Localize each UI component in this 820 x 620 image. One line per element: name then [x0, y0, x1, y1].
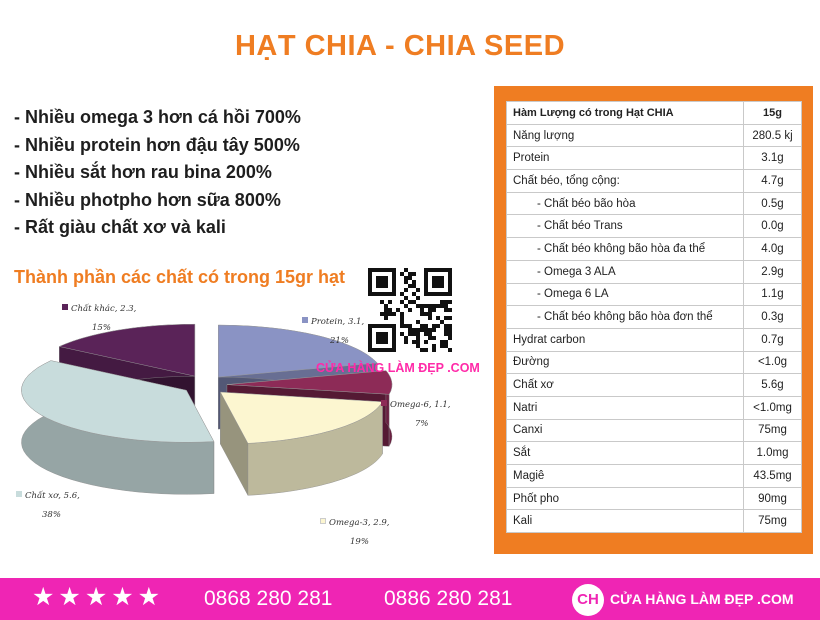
pie-label-fiber-text: Chất xơ, 5.6,: [25, 491, 80, 501]
table-cell-value: 1.1g: [744, 283, 802, 306]
store-logo: CH: [572, 584, 604, 616]
table-cell-name: Hydrat carbon: [507, 328, 744, 351]
pie-label-fiber: [16, 487, 80, 525]
benefit-list: [14, 104, 301, 242]
table-row: [507, 147, 802, 170]
table-cell-name: Natri: [507, 396, 744, 419]
chart-title: Thành phần các chất có trong 15gr hạt: [14, 267, 346, 287]
table-cell-value: <1.0mg: [744, 396, 802, 419]
table-cell-value: 1.0mg: [744, 442, 802, 465]
pie-label-omega3-pct: 19%: [350, 537, 369, 547]
table-cell-name: Protein: [507, 147, 744, 170]
legend-swatch-fiber: [16, 491, 22, 497]
phone-number-2[interactable]: 0886 280 281: [384, 587, 513, 610]
table-cell-name: - Chất béo bão hòa: [507, 192, 744, 215]
table-cell-name: - Omega 6 LA: [507, 283, 744, 306]
table-cell-value: 75mg: [744, 510, 802, 533]
watermark-text: CỬA HÀNG LÀM ĐẸP .COM: [316, 361, 480, 375]
table-cell-name: - Chất béo không bão hòa đơn thể: [507, 306, 744, 329]
table-cell-name: Kali: [507, 510, 744, 533]
benefit-item: - Nhiều protein hơn đậu tây 500%: [14, 134, 300, 155]
pie-label-omega6: [381, 396, 450, 434]
store-name[interactable]: CỬA HÀNG LÀM ĐẸP .COM: [610, 591, 794, 607]
phone-number-1[interactable]: 0868 280 281: [204, 587, 333, 610]
table-cell-name: Chất béo, tổng cộng:: [507, 170, 744, 193]
table-header-value: 15g: [744, 102, 802, 125]
table-cell-value: 0.3g: [744, 306, 802, 329]
table-cell-name: Chất xơ: [507, 374, 744, 397]
table-row: [507, 238, 802, 261]
pie-label-protein: [302, 313, 364, 351]
legend-swatch-omega3: [320, 518, 326, 524]
table-cell-value: 90mg: [744, 487, 802, 510]
table-row: [507, 260, 802, 283]
benefit-item: - Rất giàu chất xơ và kali: [14, 217, 226, 237]
table-row: [507, 170, 802, 193]
table-cell-name: Sắt: [507, 442, 744, 465]
pie-label-protein-pct: 21%: [330, 336, 349, 346]
table-row: [507, 328, 802, 351]
table-cell-name: Đường: [507, 351, 744, 374]
table-row: [507, 419, 802, 442]
table-cell-value: 0.0g: [744, 215, 802, 238]
nutrition-table: [506, 101, 802, 533]
pie-label-fiber-pct: 38%: [42, 510, 61, 520]
pie-label-other-text: Chất khác, 2.3,: [71, 304, 137, 314]
table-cell-value: <1.0g: [744, 351, 802, 374]
pie-label-other: [62, 300, 136, 338]
table-row: [507, 124, 802, 147]
table-cell-value: 4.0g: [744, 238, 802, 261]
table-cell-name: Phốt pho: [507, 487, 744, 510]
table-row: [507, 396, 802, 419]
legend-swatch-protein: [302, 317, 308, 323]
table-cell-name: Canxi: [507, 419, 744, 442]
table-row: [507, 351, 802, 374]
table-row: [507, 510, 802, 533]
table-cell-name: Năng lượng: [507, 124, 744, 147]
table-cell-name: - Chất béo không bão hòa đa thể: [507, 238, 744, 261]
table-header-name: Hàm Lượng có trong Hạt CHIA: [507, 102, 744, 125]
table-row: [507, 465, 802, 488]
qr-code-icon: [368, 268, 452, 352]
table-cell-value: 4.7g: [744, 170, 802, 193]
table-cell-value: 2.9g: [744, 260, 802, 283]
rating-stars: ★★★★★: [32, 582, 165, 611]
table-cell-name: Magiê: [507, 465, 744, 488]
page-title: HẠT CHIA - CHIA SEED: [234, 30, 566, 62]
legend-swatch-other: [62, 304, 68, 310]
benefit-item: - Nhiều sắt hơn rau bina 200%: [14, 162, 272, 182]
benefit-item: - Nhiều omega 3 hơn cá hồi 700%: [14, 107, 301, 127]
footer-bar: [0, 578, 820, 620]
table-row: [507, 192, 802, 215]
table-cell-name: - Chất béo Trans: [507, 215, 744, 238]
pie-label-omega6-pct: 7%: [415, 419, 429, 429]
pie-label-omega3-text: Omega-3, 2.9,: [329, 518, 390, 528]
pie-label-protein-text: Protein, 3.1,: [311, 317, 365, 327]
pie-label-omega6-text: Omega-6, 1.1,: [390, 400, 451, 410]
table-row: [507, 283, 802, 306]
table-cell-value: 75mg: [744, 419, 802, 442]
table-row: [507, 374, 802, 397]
table-cell-value: 5.6g: [744, 374, 802, 397]
pie-label-omega3: [320, 514, 389, 552]
table-row: [507, 442, 802, 465]
table-cell-value: 43.5mg: [744, 465, 802, 488]
table-cell-name: - Omega 3 ALA: [507, 260, 744, 283]
legend-swatch-omega6: [381, 400, 387, 406]
table-cell-value: 0.5g: [744, 192, 802, 215]
table-row: [507, 487, 802, 510]
pie-label-other-pct: 15%: [92, 323, 111, 333]
table-cell-value: 0.7g: [744, 328, 802, 351]
benefit-item: - Nhiều photpho hơn sữa 800%: [14, 189, 281, 210]
table-cell-value: 3.1g: [744, 147, 802, 170]
table-header-row: [507, 102, 802, 125]
nutrition-table-frame: [494, 86, 813, 554]
table-row: [507, 215, 802, 238]
table-cell-value: 280.5 kj: [744, 124, 802, 147]
table-row: [507, 306, 802, 329]
